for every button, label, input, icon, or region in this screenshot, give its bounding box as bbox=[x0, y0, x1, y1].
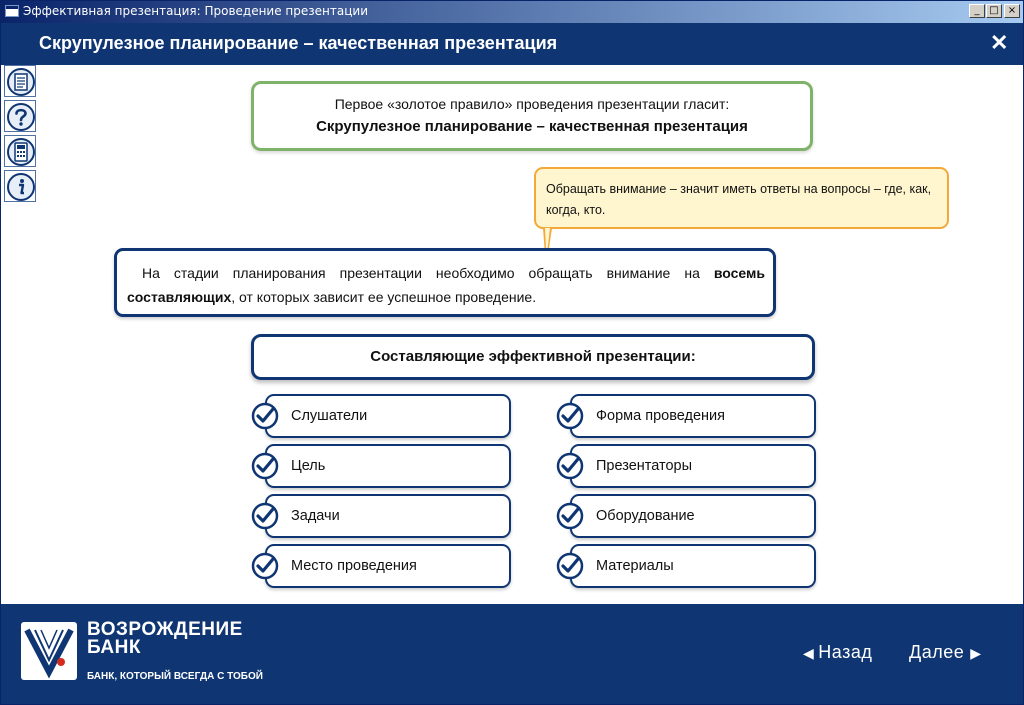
bank-logo bbox=[21, 622, 77, 680]
bank-name-line2: БАНК bbox=[87, 637, 141, 658]
notes-icon bbox=[6, 67, 36, 97]
checkmark-icon bbox=[556, 402, 584, 430]
components-heading: Составляющие эффективной презентации: bbox=[251, 334, 815, 380]
back-arrow-icon: ◀ bbox=[803, 645, 815, 661]
component-item[interactable] bbox=[265, 444, 511, 488]
component-label: Материалы bbox=[596, 558, 674, 574]
checkmark-icon bbox=[556, 502, 584, 530]
component-item[interactable] bbox=[570, 444, 816, 488]
golden-rule-intro: Первое «золотое правило» проведения презентации гласит: bbox=[334, 96, 730, 112]
component-label: Форма проведения bbox=[596, 408, 725, 424]
golden-rule-text: Скрупулезное планирование – качественная презентация bbox=[316, 118, 748, 135]
component-label: Цель bbox=[291, 458, 326, 474]
intro-text-end: , от которых зависит ее успешное проведение. bbox=[231, 289, 537, 305]
checkmark-icon bbox=[556, 552, 584, 580]
tip-callout-text: Обращать внимание – значит иметь ответы на вопросы – где, как, когда, кто. bbox=[546, 182, 932, 217]
component-item[interactable] bbox=[265, 544, 511, 588]
component-label: Слушатели bbox=[291, 408, 368, 424]
checkmark-icon bbox=[556, 452, 584, 480]
back-button-label: Назад bbox=[818, 642, 873, 662]
bank-name-line1: ВОЗРОЖДЕНИЕ bbox=[87, 619, 243, 640]
calculator-button[interactable] bbox=[4, 135, 36, 167]
component-label: Задачи bbox=[291, 508, 340, 524]
help-button[interactable] bbox=[4, 100, 36, 132]
footer-bar bbox=[1, 604, 1023, 704]
app-window-icon bbox=[5, 5, 19, 17]
checkmark-icon bbox=[251, 552, 279, 580]
next-arrow-icon: ▶ bbox=[970, 645, 982, 661]
help-icon bbox=[6, 102, 36, 132]
window-close-button[interactable]: × bbox=[1004, 4, 1020, 18]
notes-button[interactable] bbox=[4, 65, 36, 97]
checkmark-icon bbox=[251, 452, 279, 480]
window-title: Эффективная презентация: Проведение презентации bbox=[23, 4, 368, 18]
close-course-button[interactable]: ✕ bbox=[990, 30, 1009, 55]
checkmark-icon bbox=[251, 502, 279, 530]
checkmark-icon bbox=[251, 402, 279, 430]
header-bar bbox=[1, 23, 1023, 65]
calculator-icon bbox=[6, 137, 36, 167]
next-button[interactable] bbox=[909, 642, 982, 663]
window-title-bar[interactable] bbox=[1, 1, 1023, 23]
intro-text-box bbox=[114, 248, 776, 317]
info-icon bbox=[6, 172, 36, 202]
component-item[interactable] bbox=[265, 394, 511, 438]
tip-callout bbox=[534, 167, 949, 229]
component-label: Оборудование bbox=[596, 508, 695, 524]
info-button[interactable] bbox=[4, 170, 36, 202]
component-label: Место проведения bbox=[291, 558, 417, 574]
component-label: Презентаторы bbox=[596, 458, 693, 474]
component-item[interactable] bbox=[570, 544, 816, 588]
page-title: Скрупулезное планирование – качественная презентация bbox=[39, 33, 558, 53]
intro-text-bold: восемь составляющих bbox=[127, 265, 765, 305]
bank-slogan: БАНК, КОТОРЫЙ ВСЕГДА С ТОБОЙ bbox=[87, 671, 263, 682]
bank-logo-mark-icon bbox=[21, 622, 77, 680]
component-item[interactable] bbox=[570, 394, 816, 438]
maximize-button[interactable]: □ bbox=[986, 4, 1002, 18]
intro-text-start: На стадии планирования презентации необходимо обращать внимание на bbox=[142, 265, 714, 281]
component-item[interactable] bbox=[265, 494, 511, 538]
minimize-button[interactable]: _ bbox=[969, 4, 985, 18]
back-button[interactable] bbox=[803, 642, 872, 663]
next-button-label: Далее bbox=[909, 642, 965, 662]
golden-rule-box bbox=[251, 81, 813, 151]
component-item[interactable] bbox=[570, 494, 816, 538]
